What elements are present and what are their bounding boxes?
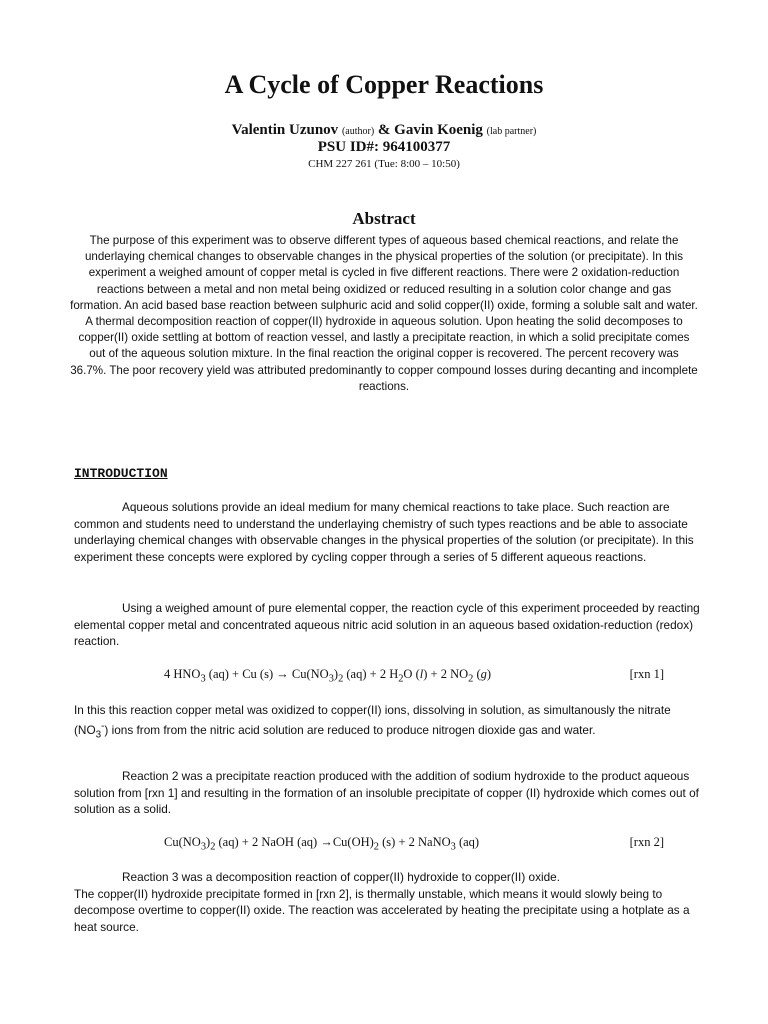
author-role: (author) <box>341 126 375 137</box>
page-title: A Cycle of Copper Reactions <box>224 70 544 99</box>
partner-name: Gavin Koenig <box>394 122 483 138</box>
intro-paragraph-1: Aqueous solutions provide an ideal medium for many chemical reactions to take place. Such reaction are common and students need to understand the underlaying chemistry of such types reactions and be able to associate underlaying chemical changes with observable changes in the physical properties of the solution (or precipitate). In this experiment these concepts were explored by cycling copper through a series of 5 different aqueous reactions. <box>74 500 694 565</box>
intro-paragraph-2: Using a weighed amount of pure elemental copper, the reaction cycle of this experiment proceeded by reacting elemental copper metal and concentrated aqueous nitric acid solution in an aqueous based oxidation-reduction (redox) reaction. <box>74 601 700 649</box>
author-name: Valentin Uzunov <box>231 122 339 138</box>
equation-rxn-1-formula: 4 $HNO_3$ (aq) + Cu $(s) \to Cu(NO_3)_2$ (aq) + 2 $H_2O$ (l) + 2 $NO_2$ (g) <box>164 667 492 685</box>
equation-rxn-2-label: [rxn 2] <box>629 835 664 849</box>
equation-rxn-2 <box>74 835 700 853</box>
author-separator: & <box>377 122 391 138</box>
equation-rxn-2-formula: $Cu(NO_3)_2$ (aq) + 2 NaOH $(aq) \to Cu(OH)_2$ (s) + 2 NaNO$_3$ (aq) <box>164 835 480 853</box>
equation-rxn-1 <box>74 667 700 685</box>
authors-line <box>0 122 768 139</box>
intro-paragraph-5: Reaction 3 was a decomposition reaction of copper(II) hydroxide to copper(II) oxide. The copper(II) hydroxide precipitate formed in [rxn 2], is thermally unstable, which means it would slowly being to decompose overtime to copper(II) oxide. The reaction was accelerated by heating the precipitate using a hotplate as a heat source. <box>74 870 690 935</box>
course-info: CHM 227 261 (Tue: 8:00 – 10:50) <box>308 158 460 170</box>
intro-paragraph-4: Reaction 2 was a precipitate reaction produced with the addition of sodium hydroxide to the product aqueous solution from [rxn 1] and resulting in the formation of an insoluble precipitate of copper (II) hydroxide which comes out of solution as a solid. <box>74 769 699 817</box>
equation-rxn-1-label: [rxn 1] <box>629 667 664 681</box>
abstract-text: The purpose of this experiment was to observe different types of aqueous based chemical reactions, and relate the underlaying chemical changes to observable changes in the physical properties of the solution (or precipitate). In this experiment a weighed amount of copper metal is cycled in five different reactions. There were 2 oxidation-reduction reactions between a metal and non metal being oxidized or reduced resulting in a solution color change and gas formation. An acid based base reaction between sulphuric acid and solid copper(II) oxide, forming a soluble salt and water. A thermal decomposition reaction of copper(II) hydroxide in aqueous solution. Upon heating the solid decomposes to copper(II) oxide settling at bottom of reaction vessel, and lastly a precipitate reaction, in which a solid precipitate comes out of the aqueous solution mixture. In the final reaction the original copper is recovered. The percent recovery was 36.7%. The poor recovery yield was attributed predominantly to copper compound losses during decanting and incomplete reactions. <box>70 234 698 393</box>
intro-paragraph-3: In this this reaction copper metal was oxidized to copper(II) ions, dissolving in solution, as simultanously the nitrate $(NO_3^-)$ ions from from the nitric acid solution are reduced to produce nitrogen dioxide gas and water. <box>74 703 671 740</box>
introduction-heading: INTRODUCTION <box>74 466 168 481</box>
partner-role: (lab partner) <box>486 126 537 137</box>
psu-id: PSU ID#: 964100377 <box>317 139 451 155</box>
abstract-heading: Abstract <box>352 209 416 228</box>
